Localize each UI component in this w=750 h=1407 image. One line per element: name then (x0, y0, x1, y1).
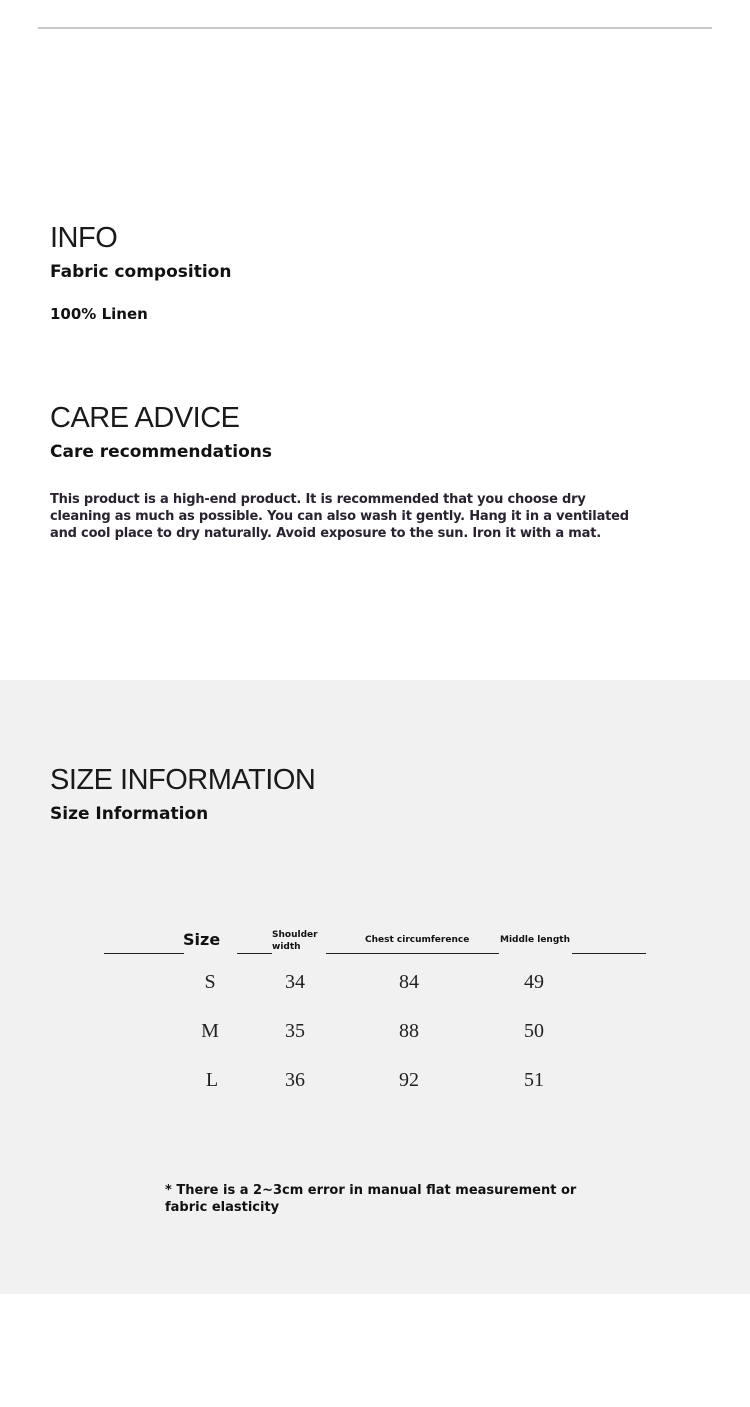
top-divider (38, 27, 712, 29)
table-cell-length: 50 (524, 1020, 544, 1042)
table-cell-chest: 88 (399, 1020, 419, 1042)
table-cell-length: 49 (524, 971, 544, 993)
header-rule-segment (572, 953, 646, 954)
column-header-middle-length: Middle length (500, 935, 570, 945)
table-cell-chest: 84 (399, 971, 419, 993)
table-cell-size: L (205, 1069, 219, 1091)
size-information-heading: SIZE INFORMATION (50, 764, 316, 796)
table-cell-shoulder: 36 (285, 1069, 305, 1091)
table-cell-shoulder: 35 (285, 1020, 305, 1042)
table-cell-shoulder: 34 (285, 971, 305, 993)
measurement-error-footnote: * There is a 2~3cm error in manual flat measurement or fabric elasticity (165, 1183, 577, 1215)
table-cell-size: S (204, 971, 216, 993)
care-advice-heading: CARE ADVICE (50, 402, 240, 434)
size-information-subheading: Size Information (50, 804, 209, 824)
header-rule-segment (237, 953, 272, 954)
fabric-composition-label: Fabric composition (50, 262, 232, 282)
column-header-chest-circumference: Chest circumference (365, 935, 470, 945)
care-recommendations-label: Care recommendations (50, 442, 273, 462)
info-heading: INFO (50, 222, 118, 254)
column-header-size: Size (183, 930, 221, 949)
header-rule-segment (104, 953, 184, 954)
fabric-composition-value: 100% Linen (50, 305, 148, 323)
column-header-shoulder-width: Shoulder width (272, 930, 318, 952)
table-cell-length: 51 (524, 1069, 544, 1091)
care-instructions-text: This product is a high-end product. It is recommended that you choose dry cleaning as much as possible. You can also wash it gently. Hang it in a ventilated and cool place to dry naturally. Avoid exposure to the sun. Iron it with a mat. (50, 492, 629, 541)
header-rule-segment (326, 953, 499, 954)
table-cell-chest: 92 (399, 1069, 419, 1091)
table-cell-size: M (201, 1020, 219, 1042)
